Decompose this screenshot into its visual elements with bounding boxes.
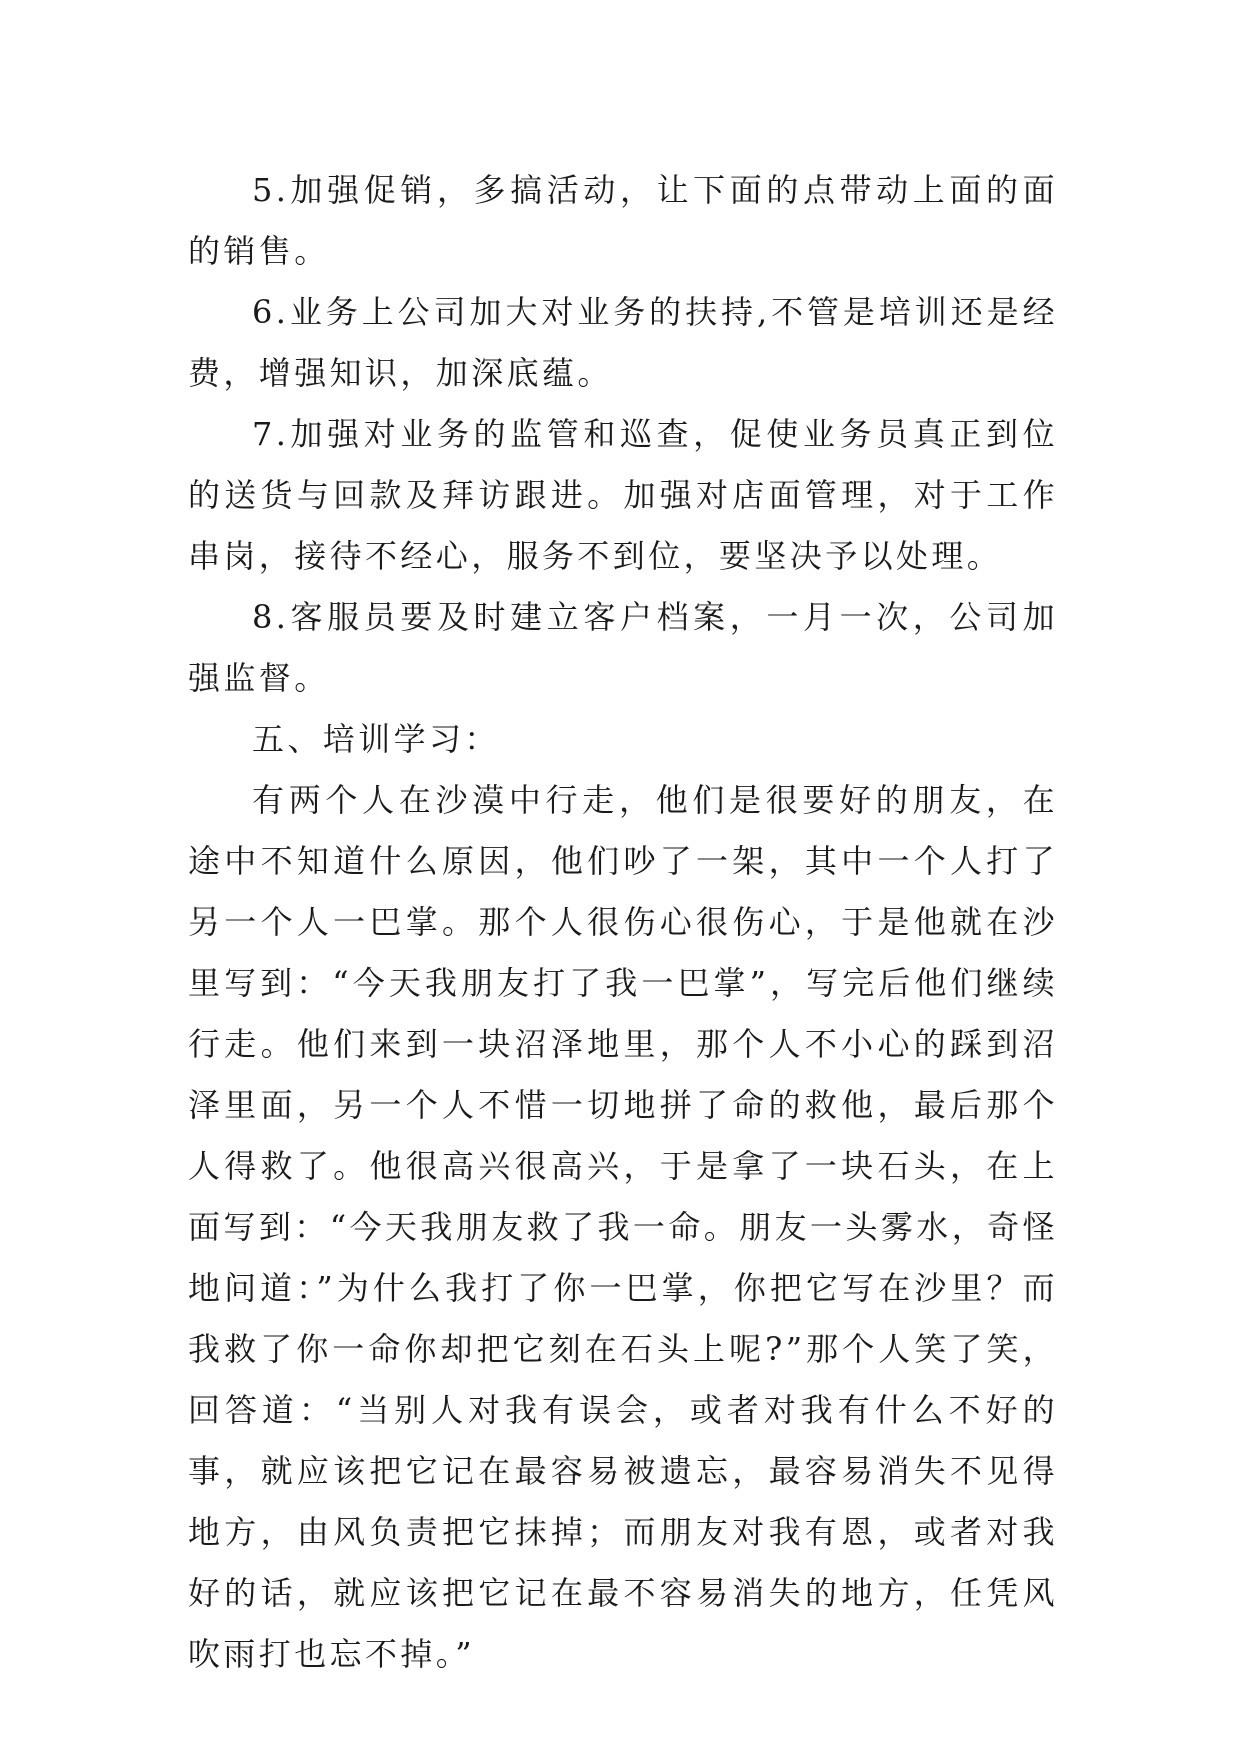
paragraph-item-7: 7.加强对业务的监管和巡查，促使业务员真正到位的送货与回款及拜访跟进。加强对店面管理，对于工作串岗，接待不经心，服务不到位，要坚决予以处理。 bbox=[188, 415, 1058, 575]
paragraph-item-6: 6.业务上公司加大对业务的扶持,不管是培训还是经费，增强知识，加深底蕴。 bbox=[188, 293, 1058, 392]
section-heading-training: 五、培训学习： bbox=[252, 720, 500, 758]
story-paragraph: 有两个人在沙漠中行走，他们是很要好的朋友，在途中不知道什么原因，他们吵了一架，其中一个人打了另一个人一巴掌。那个人很伤心很伤心，于是他就在沙里写到：“今天我朋友打了我一巴掌”，写完后他们继续行走。他们来到一块沼泽地里，那个人不小心的踩到沼泽里面，另一个人不惜一切地拼了命的救他，最后那个人得救了。他很高兴很高兴，于是拿了一块石头，在上面写到：“今天我朋友救了我一命。朋友一头雾水，奇怪地问道：”为什么我打了你一巴掌，你把它写在沙里？而我救了你一命你却把它刻在石头上呢?”那个人笑了笑，回答道：“当别人对我有误会，或者对我有什么不好的事，就应该把它记在最容易被遗忘，最容易消失不见得地方，由风负责把它抹掉；而朋友对我有恩，或者对我好的话，就应该把它记在最不容易消失的地方，任凭风吹雨打也忘不掉。” bbox=[188, 781, 1058, 1673]
document-body bbox=[188, 160, 1058, 1685]
paragraph-item-5: 5.加强促销，多搞活动，让下面的点带动上面的面的销售。 bbox=[188, 171, 1058, 270]
paragraph-item-8: 8.客服员要及时建立客户档案，一月一次，公司加强监督。 bbox=[188, 598, 1058, 697]
